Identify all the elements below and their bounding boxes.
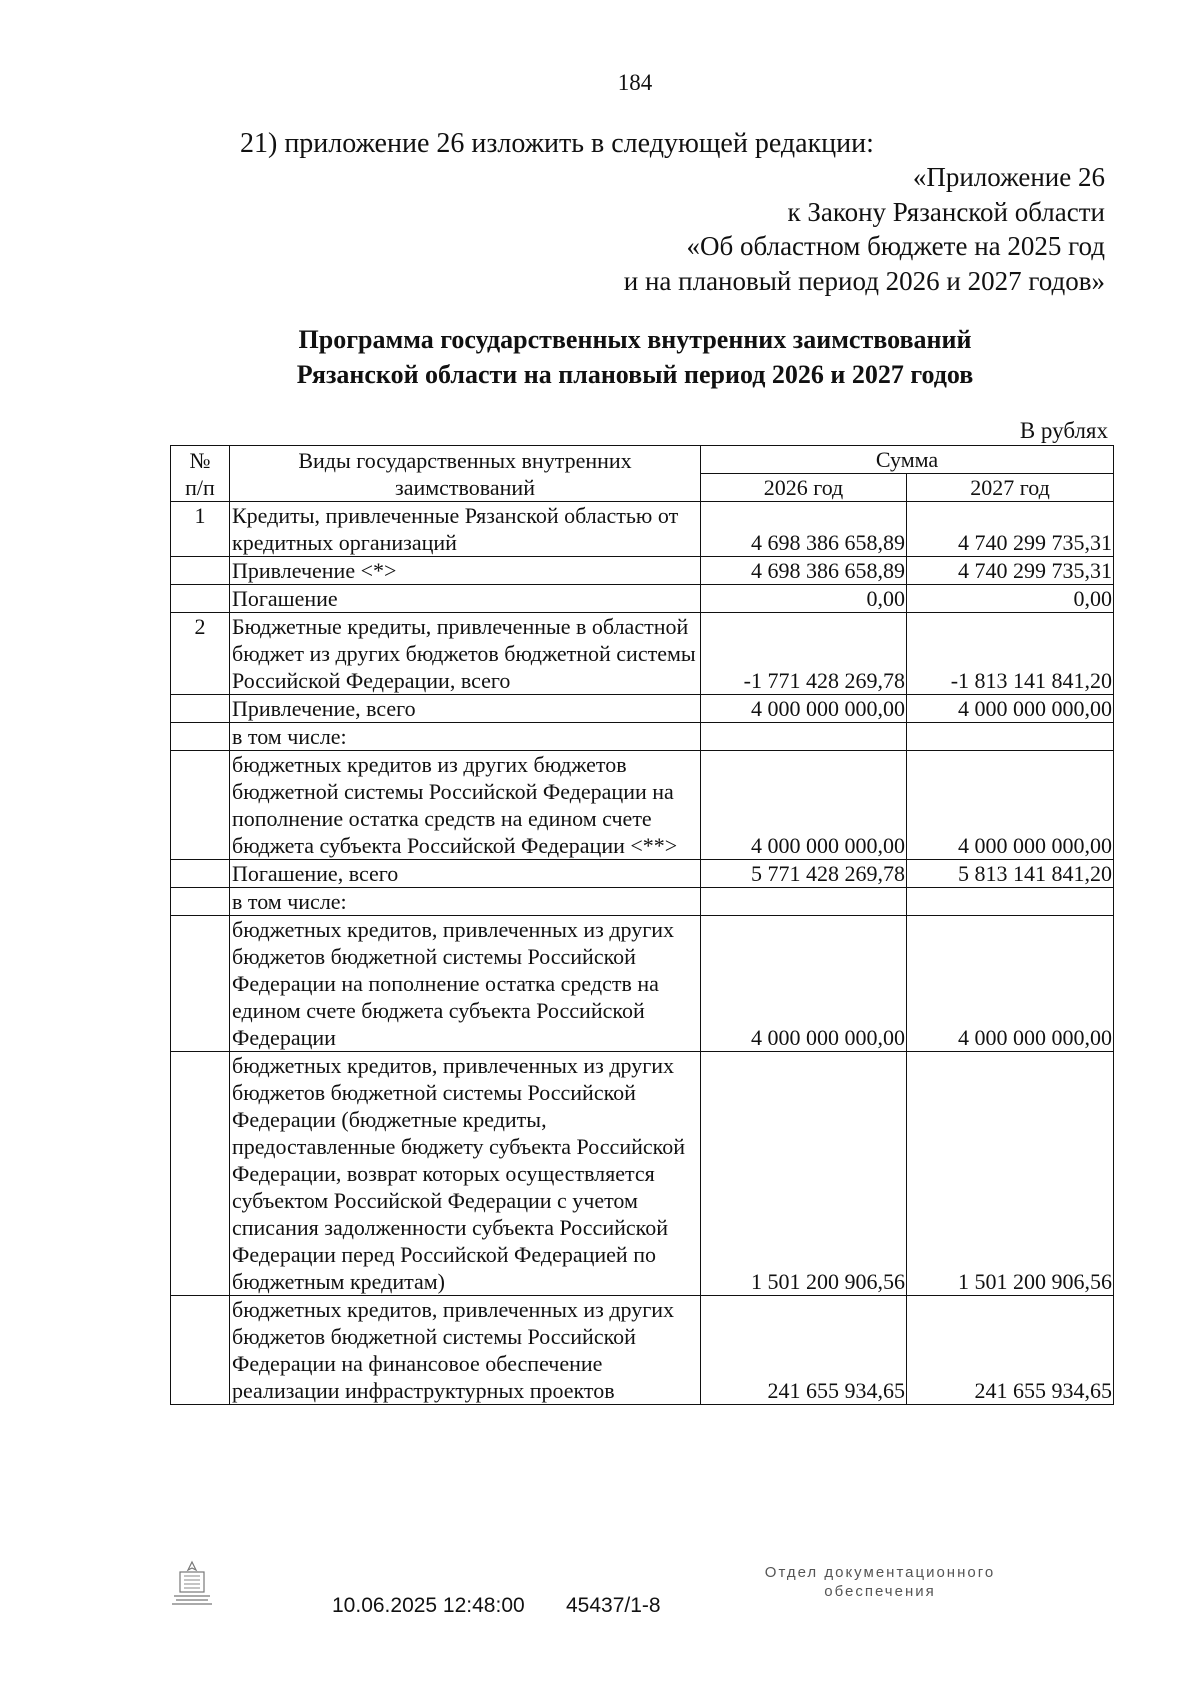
row-amount-2027: 241 655 934,65	[907, 1296, 1114, 1405]
row-name: Привлечение <*>	[230, 557, 701, 585]
header-year-2027: 2027 год	[907, 474, 1114, 502]
footer-datetime: 10.06.2025 12:48:00	[332, 1594, 525, 1617]
row-name: бюджетных кредитов из других бюджетов бюджетной системы Российской Федерации на пополнение остатка средств на едином счете бюджета субъекта Российской Федерации <**>	[230, 751, 701, 860]
row-amount-2026: 241 655 934,65	[701, 1296, 907, 1405]
row-amount-2027: 5 813 141 841,20	[907, 860, 1114, 888]
row-amount-2026: 4 698 386 658,89	[701, 502, 907, 557]
row-amount-2026: 5 771 428 269,78	[701, 860, 907, 888]
row-name: Привлечение, всего	[230, 695, 701, 723]
row-number	[171, 557, 230, 585]
row-name: Погашение, всего	[230, 860, 701, 888]
page-number: 184	[617, 70, 653, 95]
row-amount-2027	[907, 888, 1114, 916]
table-row	[171, 613, 1114, 695]
appendix-reference	[624, 160, 1105, 298]
appendix-line: «Приложение 26	[912, 162, 1105, 192]
table-row	[171, 557, 1114, 585]
header-sum: Сумма	[701, 446, 1114, 474]
units-label: В рублях	[1019, 418, 1108, 443]
row-number	[171, 860, 230, 888]
header-name: Виды государственных внутренних заимствований	[230, 446, 701, 502]
header-year-2026: 2026 год	[701, 474, 907, 502]
row-name: Бюджетные кредиты, привлеченные в областной бюджет из других бюджетов бюджетной системы Российской Федерации, всего	[230, 613, 701, 695]
row-name: бюджетных кредитов, привлеченных из других бюджетов бюджетной системы Российской Федерации на пополнение остатка средств на едином счете бюджета субъекта Российской Федерации	[230, 916, 701, 1052]
row-amount-2026: 0,00	[701, 585, 907, 613]
table-row	[171, 723, 1114, 751]
row-number	[171, 723, 230, 751]
document-title	[0, 322, 1200, 392]
row-amount-2027: 4 000 000 000,00	[907, 751, 1114, 860]
row-name: бюджетных кредитов, привлеченных из других бюджетов бюджетной системы Российской Федерации на финансовое обеспечение реализации инфраструктурных проектов	[230, 1296, 701, 1405]
header-num: № п/п	[171, 446, 230, 502]
row-amount-2026: 1 501 200 906,56	[701, 1052, 907, 1296]
table-body	[171, 502, 1114, 1405]
row-name: бюджетных кредитов, привлеченных из других бюджетов бюджетной системы Российской Федерации (бюджетные кредиты, предоставленные бюджету субъекта Российской Федерации, возврат которых осуществляется субъектом Российской Федерации с учетом списания задолженности субъекта Российской Федерации перед Российской Федерацией по бюджетным кредитам)	[230, 1052, 701, 1296]
stamp-line: Отдел документационного	[764, 1564, 996, 1581]
row-amount-2027: 4 740 299 735,31	[907, 502, 1114, 557]
row-amount-2027: 1 501 200 906,56	[907, 1052, 1114, 1296]
row-name: Кредиты, привлеченные Рязанской областью от кредитных организаций	[230, 502, 701, 557]
row-number	[171, 916, 230, 1052]
row-amount-2026: 4 000 000 000,00	[701, 695, 907, 723]
title-line: Рязанской области на плановый период 2026 и 2027 годов	[296, 360, 974, 389]
table-row	[171, 585, 1114, 613]
intro-paragraph: 21) приложение 26 изложить в следующей редакции:	[240, 128, 874, 159]
row-amount-2026	[701, 888, 907, 916]
row-amount-2026: 4 698 386 658,89	[701, 557, 907, 585]
row-number: 1	[171, 502, 230, 557]
row-amount-2027: 4 740 299 735,31	[907, 557, 1114, 585]
borrowings-table	[170, 445, 1114, 1405]
row-name: Погашение	[230, 585, 701, 613]
row-amount-2027: -1 813 141 841,20	[907, 613, 1114, 695]
row-name: в том числе:	[230, 723, 701, 751]
table-row	[171, 751, 1114, 860]
row-amount-2027	[907, 723, 1114, 751]
title-line: Программа государственных внутренних заимствований	[298, 325, 972, 354]
table-row	[171, 695, 1114, 723]
row-amount-2027: 4 000 000 000,00	[907, 916, 1114, 1052]
table-row	[171, 916, 1114, 1052]
stamp-line: обеспечения	[824, 1583, 936, 1600]
row-amount-2026: -1 771 428 269,78	[701, 613, 907, 695]
row-number	[171, 585, 230, 613]
row-number	[171, 695, 230, 723]
row-amount-2027: 0,00	[907, 585, 1114, 613]
row-amount-2026	[701, 723, 907, 751]
row-number: 2	[171, 613, 230, 695]
row-number	[171, 1296, 230, 1405]
row-number	[171, 888, 230, 916]
row-amount-2026: 4 000 000 000,00	[701, 751, 907, 860]
appendix-line: к Закону Рязанской области	[787, 196, 1105, 227]
footer-doc-number: 45437/1-8	[566, 1594, 661, 1617]
table-row	[171, 888, 1114, 916]
department-stamp	[730, 1563, 1030, 1601]
table-row	[171, 860, 1114, 888]
table-row	[171, 1296, 1114, 1405]
table-row	[171, 1052, 1114, 1296]
row-number	[171, 1052, 230, 1296]
row-number	[171, 751, 230, 860]
row-amount-2027: 4 000 000 000,00	[907, 695, 1114, 723]
row-name: в том числе:	[230, 888, 701, 916]
appendix-line: и на плановый период 2026 и 2027 годов»	[623, 265, 1105, 296]
row-amount-2026: 4 000 000 000,00	[701, 916, 907, 1052]
table-row	[171, 502, 1114, 557]
appendix-line: «Об областном бюджете на 2025 год	[686, 231, 1105, 261]
coat-of-arms-icon	[170, 1560, 214, 1606]
